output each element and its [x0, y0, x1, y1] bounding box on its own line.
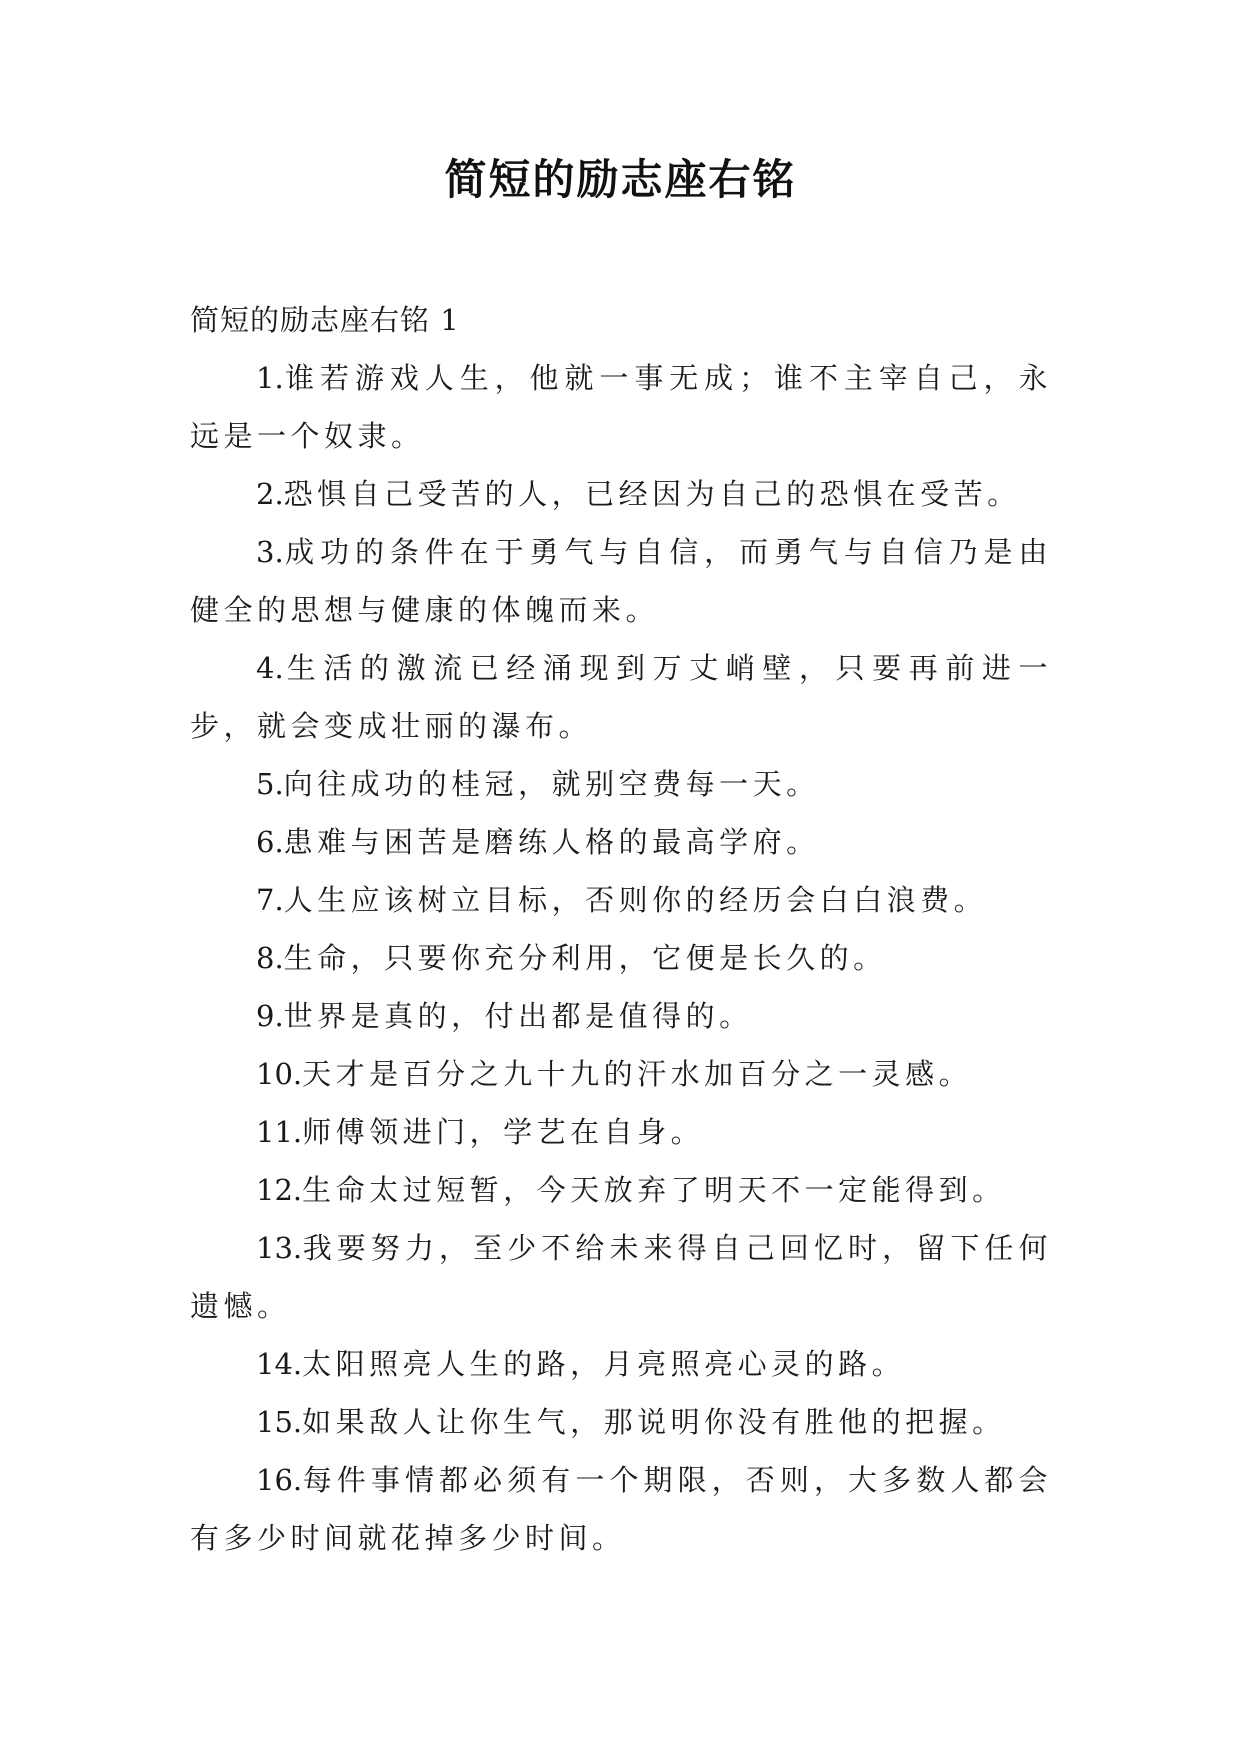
- item-text: 天才是百分之九十九的汗水加百分之一灵感。: [302, 1057, 973, 1091]
- list-item: [190, 349, 1052, 465]
- list-item: [190, 1335, 1052, 1393]
- list-item: [190, 755, 1052, 813]
- item-number: 9.: [256, 999, 284, 1033]
- item-text: 患难与困苦是磨练人格的最高学府。: [283, 825, 820, 859]
- item-number: 11.: [256, 1115, 303, 1149]
- document-body: [190, 291, 1052, 1567]
- item-number: 7.: [256, 883, 284, 917]
- list-item: [190, 1219, 1052, 1335]
- list-item: [190, 639, 1052, 755]
- list-item: [190, 465, 1052, 523]
- item-number: 14.: [256, 1347, 303, 1381]
- item-text: 谁若游戏人生，他就一事无成；谁不主宰自己，永远是一个奴隶。: [190, 361, 1052, 453]
- item-number: 1.: [256, 361, 284, 395]
- item-text: 如果敌人让你生气，那说明你没有胜他的把握。: [302, 1405, 1006, 1439]
- item-number: 6.: [256, 825, 284, 859]
- item-number: 15.: [256, 1405, 303, 1439]
- item-text: 恐惧自己受苦的人，已经因为自己的恐惧在受苦。: [283, 477, 1021, 511]
- item-text: 生命，只要你充分利用，它便是长久的。: [283, 941, 887, 975]
- list-item: [190, 1451, 1052, 1567]
- item-number: 13.: [256, 1231, 303, 1265]
- list-item: [190, 987, 1052, 1045]
- list-item: [190, 1161, 1052, 1219]
- item-number: 5.: [256, 767, 284, 801]
- item-text: 人生应该树立目标，否则你的经历会白白浪费。: [283, 883, 988, 917]
- item-number: 12.: [256, 1173, 303, 1207]
- list-item: [190, 1103, 1052, 1161]
- item-number: 2.: [256, 477, 284, 511]
- section-heading: 简短的励志座右铭 1: [190, 303, 460, 337]
- item-number: 16.: [256, 1463, 303, 1497]
- list-item: [190, 1045, 1052, 1103]
- item-text: 师傅领进门，学艺在自身。: [302, 1115, 705, 1149]
- document-title: 简短的励志座右铭: [444, 155, 797, 204]
- list-item: [190, 813, 1052, 871]
- item-number: 8.: [256, 941, 284, 975]
- item-number: 3.: [256, 535, 284, 569]
- item-text: 世界是真的，付出都是值得的。: [283, 999, 753, 1033]
- item-text: 成功的条件在于勇气与自信，而勇气与自信乃是由健全的思想与健康的体魄而来。: [190, 535, 1052, 627]
- item-number: 10.: [256, 1057, 303, 1091]
- list-item: [190, 523, 1052, 639]
- item-text: 生活的激流已经涌现到万丈峭壁，只要再前进一步，就会变成壮丽的瀑布。: [190, 651, 1052, 743]
- list-item: [190, 1393, 1052, 1451]
- item-text: 我要努力，至少不给未来得自己回忆时，留下任何遗憾。: [190, 1231, 1052, 1323]
- item-text: 每件事情都必须有一个期限，否则，大多数人都会有多少时间就花掉多少时间。: [190, 1463, 1052, 1555]
- list-item: [190, 871, 1052, 929]
- item-number: 4.: [256, 651, 284, 685]
- item-text: 生命太过短暂，今天放弃了明天不一定能得到。: [302, 1173, 1006, 1207]
- item-text: 太阳照亮人生的路，月亮照亮心灵的路。: [302, 1347, 906, 1381]
- item-text: 向往成功的桂冠，就别空费每一天。: [283, 767, 820, 801]
- list-item: [190, 929, 1052, 987]
